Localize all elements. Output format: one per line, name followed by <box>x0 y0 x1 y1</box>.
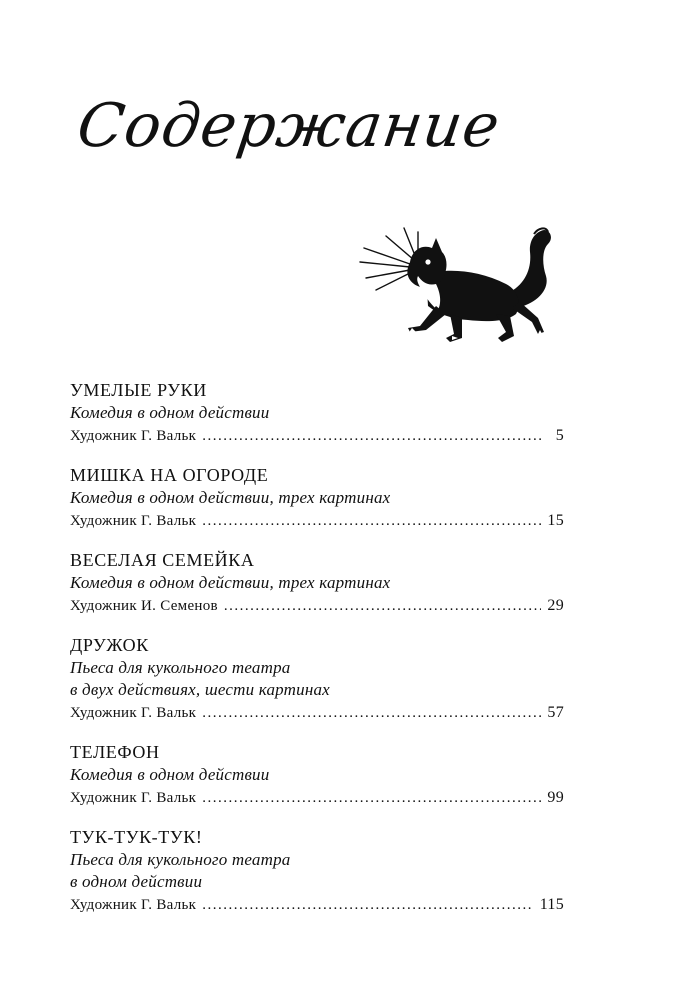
entry-page-number: 5 <box>555 427 564 444</box>
entry-artist: Художник Г. Вальк <box>70 790 197 806</box>
dot-leader <box>202 893 533 917</box>
entry-page-number: 15 <box>547 512 564 529</box>
entry-artist-line <box>70 786 564 810</box>
entry-title: ДРУЖОК <box>70 635 149 655</box>
entry-page-number: 29 <box>547 597 564 614</box>
dot-leader <box>224 594 541 618</box>
entry-page-number: 99 <box>547 789 564 806</box>
entry-subtitle: в двух действиях, шести картинах <box>70 680 330 699</box>
entry-artist: Художник И. Семенов <box>70 598 218 614</box>
dot-leader <box>202 509 541 533</box>
toc-entry <box>70 548 564 618</box>
toc-entry <box>70 740 564 810</box>
dot-leader <box>202 786 541 810</box>
toc-entry <box>70 633 564 725</box>
entry-page-number: 57 <box>547 704 564 721</box>
entry-title: ТУК-ТУК-ТУК! <box>70 827 203 847</box>
entry-artist: Художник Г. Вальк <box>70 705 197 721</box>
table-of-contents <box>70 378 564 932</box>
entry-artist-line <box>70 594 564 618</box>
toc-entry <box>70 463 564 533</box>
entry-artist: Художник Г. Вальк <box>70 428 197 444</box>
entry-subtitle: Комедия в одном действии, трех картинах <box>70 573 391 592</box>
entry-subtitle: Комедия в одном действии <box>70 403 270 422</box>
entry-page-number: 115 <box>539 896 564 913</box>
entry-title: ТЕЛЕФОН <box>70 742 160 762</box>
entry-subtitle: Пьеса для кукольного театра <box>70 658 291 677</box>
entry-subtitle: Пьеса для кукольного театра <box>70 850 291 869</box>
toc-entry <box>70 825 564 917</box>
cat-illustration-icon <box>356 222 566 344</box>
entry-artist-line <box>70 893 564 917</box>
entry-title: ВЕСЕЛАЯ СЕМЕЙКА <box>70 550 255 570</box>
entry-subtitle: в одном действии <box>70 872 203 891</box>
dot-leader <box>202 701 541 725</box>
page-title: Содержание <box>73 91 505 161</box>
entry-title: УМЕЛЫЕ РУКИ <box>70 380 207 400</box>
entry-subtitle: Комедия в одном действии, трех картинах <box>70 488 391 507</box>
entry-artist-line <box>70 701 564 725</box>
entry-artist-line <box>70 424 564 448</box>
entry-artist: Художник Г. Вальк <box>70 897 197 913</box>
entry-title: МИШКА НА ОГОРОДЕ <box>70 465 269 485</box>
entry-subtitle: Комедия в одном действии <box>70 765 270 784</box>
entry-artist: Художник Г. Вальк <box>70 513 197 529</box>
toc-entry <box>70 378 564 448</box>
entry-artist-line <box>70 509 564 533</box>
dot-leader <box>202 424 542 448</box>
